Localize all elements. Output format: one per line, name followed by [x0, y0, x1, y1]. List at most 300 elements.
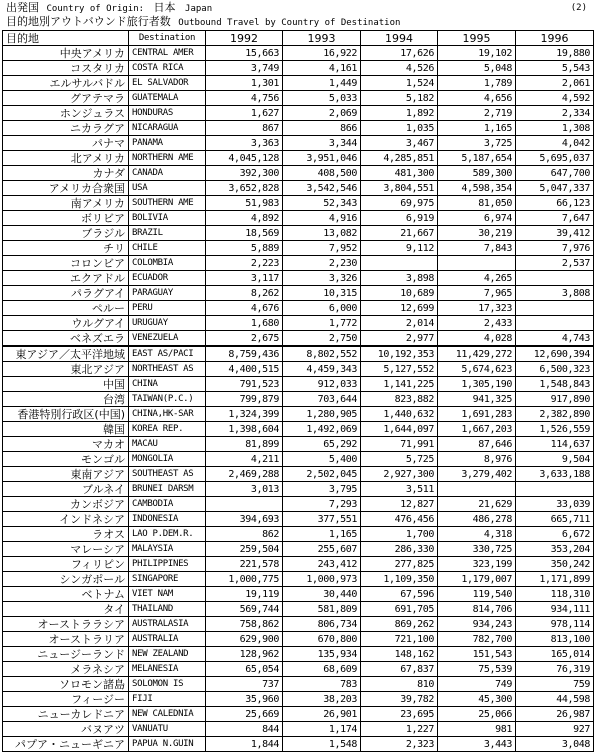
travelers-1996: 5,047,337 — [516, 181, 594, 196]
outbound-travel-table — [2, 30, 594, 752]
travelers-1992: 8,262 — [206, 286, 283, 301]
travelers-1993: 6,000 — [283, 301, 361, 316]
travelers-1992: 1,398,604 — [206, 422, 283, 437]
travelers-1996: 12,690,394 — [516, 346, 594, 362]
travelers-1995 — [438, 482, 516, 497]
travelers-1996: 9,504 — [516, 452, 594, 467]
travelers-1995: 119,540 — [438, 587, 516, 602]
destination-jp: ソロモン諸島 — [3, 677, 129, 692]
travelers-1994: 1,141,225 — [361, 377, 438, 392]
travelers-1996: 66,123 — [516, 196, 594, 211]
travelers-1995 — [438, 256, 516, 271]
travelers-1993: 1,000,973 — [283, 572, 361, 587]
destination-en: VIET NAM — [129, 587, 206, 602]
travelers-1993: 783 — [283, 677, 361, 692]
destination-jp: ラオス — [3, 527, 129, 542]
year-header: 1996 — [516, 31, 594, 46]
travelers-1996: 39,412 — [516, 226, 594, 241]
travelers-1994: 823,882 — [361, 392, 438, 407]
table-row — [3, 181, 594, 196]
table-row — [3, 301, 594, 316]
travelers-1994: 3,467 — [361, 136, 438, 151]
destination-jp: マカオ — [3, 437, 129, 452]
travelers-1992: 3,363 — [206, 136, 283, 151]
travelers-1993: 2,069 — [283, 106, 361, 121]
travelers-1992: 2,675 — [206, 331, 283, 347]
destination-en: PERU — [129, 301, 206, 316]
travelers-1992: 1,324,399 — [206, 407, 283, 422]
travelers-1996: 4,743 — [516, 331, 594, 347]
travelers-1993: 2,502,045 — [283, 467, 361, 482]
travelers-1995: 45,300 — [438, 692, 516, 707]
travelers-1995: 330,725 — [438, 542, 516, 557]
travelers-1993: 806,734 — [283, 617, 361, 632]
table-row — [3, 587, 594, 602]
destination-en: PARAGUAY — [129, 286, 206, 301]
travelers-1992: 81,899 — [206, 437, 283, 452]
travelers-1992: 1,680 — [206, 316, 283, 331]
travelers-1992: 3,652,828 — [206, 181, 283, 196]
subtitle-line — [0, 15, 400, 29]
travelers-1994: 10,689 — [361, 286, 438, 301]
travelers-1996: 1,548,843 — [516, 377, 594, 392]
travelers-1992: 1,844 — [206, 737, 283, 752]
travelers-1995: 4,318 — [438, 527, 516, 542]
destination-en: ECUADOR — [129, 271, 206, 286]
table-row — [3, 617, 594, 632]
travelers-1996: 1,526,559 — [516, 422, 594, 437]
destination-en: PANAMA — [129, 136, 206, 151]
travelers-1993: 65,292 — [283, 437, 361, 452]
table-row — [3, 377, 594, 392]
destination-en: CHINA — [129, 377, 206, 392]
travelers-1994: 869,262 — [361, 617, 438, 632]
travelers-1992: 3,013 — [206, 482, 283, 497]
travelers-1993: 30,440 — [283, 587, 361, 602]
origin-line — [0, 1, 593, 15]
travelers-1996: 5,543 — [516, 61, 594, 76]
destination-en: USA — [129, 181, 206, 196]
table-row — [3, 677, 594, 692]
travelers-1993: 1,492,069 — [283, 422, 361, 437]
table-row — [3, 121, 594, 136]
travelers-1994: 1,644,097 — [361, 422, 438, 437]
travelers-1996: 3,633,188 — [516, 467, 594, 482]
destination-jp: タイ — [3, 602, 129, 617]
travelers-1993: 16,922 — [283, 46, 361, 61]
travelers-1992: 221,578 — [206, 557, 283, 572]
travelers-1994: 1,227 — [361, 722, 438, 737]
travelers-1996: 118,310 — [516, 587, 594, 602]
travelers-1994: 1,700 — [361, 527, 438, 542]
travelers-1994: 810 — [361, 677, 438, 692]
travelers-1993: 3,542,546 — [283, 181, 361, 196]
travelers-1992: 25,669 — [206, 707, 283, 722]
table-row — [3, 632, 594, 647]
table-row — [3, 362, 594, 377]
travelers-1994: 21,667 — [361, 226, 438, 241]
travelers-1992: 1,627 — [206, 106, 283, 121]
travelers-1994: 4,285,851 — [361, 151, 438, 166]
travelers-1992: 4,211 — [206, 452, 283, 467]
destination-en: NEW CALEDNIA — [129, 707, 206, 722]
travelers-1996: 33,039 — [516, 497, 594, 512]
travelers-1992: 4,892 — [206, 211, 283, 226]
subtitle-jp: 目的地別アウトバウンド旅行者数 — [6, 15, 171, 28]
destination-jp: 東北アジア — [3, 362, 129, 377]
destination-jp: 東南アジア — [3, 467, 129, 482]
travelers-1996 — [516, 482, 594, 497]
destination-jp: シンガポール — [3, 572, 129, 587]
destination-jp: 南アメリカ — [3, 196, 129, 211]
travelers-1996: 813,100 — [516, 632, 594, 647]
travelers-1993: 2,750 — [283, 331, 361, 347]
travelers-1994: 5,725 — [361, 452, 438, 467]
travelers-1992: 392,300 — [206, 166, 283, 181]
travelers-1993: 243,412 — [283, 557, 361, 572]
travelers-1996: 978,114 — [516, 617, 594, 632]
destination-jp: ボリビア — [3, 211, 129, 226]
travelers-1994: 2,014 — [361, 316, 438, 331]
travelers-1996 — [516, 301, 594, 316]
travelers-1993: 4,459,343 — [283, 362, 361, 377]
destination-jp: 韓国 — [3, 422, 129, 437]
travelers-1993: 13,082 — [283, 226, 361, 241]
travelers-1993: 703,644 — [283, 392, 361, 407]
destination-en: EL SALVADOR — [129, 76, 206, 91]
header-row — [3, 31, 594, 46]
travelers-1993: 68,609 — [283, 662, 361, 677]
travelers-1996: 350,242 — [516, 557, 594, 572]
travelers-1996: 665,711 — [516, 512, 594, 527]
travelers-1995: 981 — [438, 722, 516, 737]
travelers-1993: 1,548 — [283, 737, 361, 752]
travelers-1993: 1,280,905 — [283, 407, 361, 422]
travelers-1993: 26,901 — [283, 707, 361, 722]
travelers-1995: 589,300 — [438, 166, 516, 181]
destination-en: CANADA — [129, 166, 206, 181]
destination-jp: モンゴル — [3, 452, 129, 467]
travelers-1994 — [361, 256, 438, 271]
destination-en: EAST AS/PACI — [129, 346, 206, 362]
travelers-1992: 758,862 — [206, 617, 283, 632]
travelers-1992: 867 — [206, 121, 283, 136]
destination-jp: 香港特別行政区(中国) — [3, 407, 129, 422]
destination-jp: グアテマラ — [3, 91, 129, 106]
travelers-1996: 2,334 — [516, 106, 594, 121]
travelers-1996 — [516, 271, 594, 286]
table-row — [3, 392, 594, 407]
travelers-1992: 65,054 — [206, 662, 283, 677]
travelers-1995: 814,706 — [438, 602, 516, 617]
destination-en: SINGAPORE — [129, 572, 206, 587]
table-row — [3, 527, 594, 542]
travelers-1995: 2,719 — [438, 106, 516, 121]
travelers-1995: 4,265 — [438, 271, 516, 286]
table-row — [3, 572, 594, 587]
destination-jp: ニュージーランド — [3, 647, 129, 662]
travelers-1994: 39,782 — [361, 692, 438, 707]
travelers-1994: 721,100 — [361, 632, 438, 647]
table-row — [3, 136, 594, 151]
year-header: 1993 — [283, 31, 361, 46]
destination-en: COSTA RICA — [129, 61, 206, 76]
travelers-1993: 3,795 — [283, 482, 361, 497]
destination-en: AUSTRALASIA — [129, 617, 206, 632]
travelers-1996: 2,537 — [516, 256, 594, 271]
table-row — [3, 331, 594, 347]
destination-en: VANUATU — [129, 722, 206, 737]
travelers-1992: 1,301 — [206, 76, 283, 91]
travelers-1996: 2,382,890 — [516, 407, 594, 422]
destination-en: THAILAND — [129, 602, 206, 617]
destination-en: MONGOLIA — [129, 452, 206, 467]
travelers-1992: 15,663 — [206, 46, 283, 61]
travelers-1995: 7,843 — [438, 241, 516, 256]
travelers-1995: 6,974 — [438, 211, 516, 226]
travelers-1994: 3,511 — [361, 482, 438, 497]
travelers-1994: 1,440,632 — [361, 407, 438, 422]
travelers-1992: 4,045,128 — [206, 151, 283, 166]
year-header: 1994 — [361, 31, 438, 46]
table-row — [3, 346, 594, 362]
table-row — [3, 737, 594, 752]
travelers-1992 — [206, 497, 283, 512]
travelers-1993: 408,500 — [283, 166, 361, 181]
destination-jp: ホンジュラス — [3, 106, 129, 121]
travelers-1995: 11,429,272 — [438, 346, 516, 362]
destination-en: SOLOMON IS — [129, 677, 206, 692]
travelers-1996: 3,048 — [516, 737, 594, 752]
travelers-1992: 2,469,288 — [206, 467, 283, 482]
travelers-1993: 5,033 — [283, 91, 361, 106]
travelers-1993: 4,916 — [283, 211, 361, 226]
travelers-1993: 866 — [283, 121, 361, 136]
travelers-1995: 8,976 — [438, 452, 516, 467]
travelers-1992: 259,504 — [206, 542, 283, 557]
travelers-1994: 9,112 — [361, 241, 438, 256]
travelers-1992: 19,119 — [206, 587, 283, 602]
destination-jp: エクアドル — [3, 271, 129, 286]
travelers-1993: 3,326 — [283, 271, 361, 286]
travelers-1993: 7,952 — [283, 241, 361, 256]
travelers-1994: 67,837 — [361, 662, 438, 677]
destination-en: NICARAGUA — [129, 121, 206, 136]
travelers-1995: 323,199 — [438, 557, 516, 572]
table-row — [3, 452, 594, 467]
travelers-1995: 87,646 — [438, 437, 516, 452]
travelers-1994: 5,127,552 — [361, 362, 438, 377]
destination-jp: エルサルバドル — [3, 76, 129, 91]
table-row — [3, 316, 594, 331]
table-row — [3, 407, 594, 422]
table-row — [3, 166, 594, 181]
destination-jp: 東アジア／太平洋地域 — [3, 346, 129, 362]
travelers-1995: 7,965 — [438, 286, 516, 301]
travelers-1993: 3,951,046 — [283, 151, 361, 166]
table-row — [3, 482, 594, 497]
destination-jp: ブルネイ — [3, 482, 129, 497]
travelers-1992: 569,744 — [206, 602, 283, 617]
destination-en: BOLIVIA — [129, 211, 206, 226]
destination-jp: パナマ — [3, 136, 129, 151]
travelers-1994: 277,825 — [361, 557, 438, 572]
travelers-1994: 2,323 — [361, 737, 438, 752]
table-row — [3, 602, 594, 617]
destination-jp: 中央アメリカ — [3, 46, 129, 61]
travelers-1992: 8,759,436 — [206, 346, 283, 362]
travelers-1995: 782,700 — [438, 632, 516, 647]
travelers-1994: 3,804,551 — [361, 181, 438, 196]
destination-jp: コスタリカ — [3, 61, 129, 76]
travelers-1994: 286,330 — [361, 542, 438, 557]
travelers-1995: 17,323 — [438, 301, 516, 316]
table-row — [3, 707, 594, 722]
travelers-1994: 17,626 — [361, 46, 438, 61]
travelers-1992: 1,000,775 — [206, 572, 283, 587]
travelers-1992: 5,889 — [206, 241, 283, 256]
page-number: (2) — [570, 3, 587, 13]
travelers-1993: 7,293 — [283, 497, 361, 512]
travelers-1994: 481,300 — [361, 166, 438, 181]
travelers-1994: 148,162 — [361, 647, 438, 662]
travelers-1992: 844 — [206, 722, 283, 737]
travelers-1996: 76,319 — [516, 662, 594, 677]
travelers-1992: 2,223 — [206, 256, 283, 271]
travelers-1996: 934,111 — [516, 602, 594, 617]
destination-en: GUATEMALA — [129, 91, 206, 106]
table-row — [3, 241, 594, 256]
table-row — [3, 437, 594, 452]
travelers-1995: 1,305,190 — [438, 377, 516, 392]
travelers-1995: 3,443 — [438, 737, 516, 752]
origin-label-en: Country of Origin: — [46, 4, 145, 14]
destination-jp: チリ — [3, 241, 129, 256]
travelers-1996: 6,500,323 — [516, 362, 594, 377]
travelers-1994: 3,898 — [361, 271, 438, 286]
travelers-1993: 377,551 — [283, 512, 361, 527]
travelers-1992: 4,756 — [206, 91, 283, 106]
travelers-1993: 581,809 — [283, 602, 361, 617]
destination-en: BRUNEI DARSM — [129, 482, 206, 497]
travelers-1995: 4,598,354 — [438, 181, 516, 196]
travelers-1996: 1,308 — [516, 121, 594, 136]
travelers-1996: 4,042 — [516, 136, 594, 151]
travelers-1993: 1,174 — [283, 722, 361, 737]
travelers-1993: 1,449 — [283, 76, 361, 91]
travelers-1992: 128,962 — [206, 647, 283, 662]
destination-en: SOUTHEAST AS — [129, 467, 206, 482]
travelers-1995: 1,165 — [438, 121, 516, 136]
travelers-1992: 3,749 — [206, 61, 283, 76]
travelers-1993: 2,230 — [283, 256, 361, 271]
table-row — [3, 662, 594, 677]
travelers-1994: 67,596 — [361, 587, 438, 602]
travelers-1995: 75,539 — [438, 662, 516, 677]
table-row — [3, 106, 594, 121]
travelers-1993: 38,203 — [283, 692, 361, 707]
table-row — [3, 542, 594, 557]
destination-jp: ブラジル — [3, 226, 129, 241]
table-row — [3, 422, 594, 437]
table-row — [3, 467, 594, 482]
travelers-1996: 2,061 — [516, 76, 594, 91]
travelers-1994: 2,977 — [361, 331, 438, 347]
travelers-1995: 25,066 — [438, 707, 516, 722]
destination-en: BRAZIL — [129, 226, 206, 241]
travelers-1993: 52,343 — [283, 196, 361, 211]
destination-en: VENEZUELA — [129, 331, 206, 347]
destination-jp: ニューカレドニア — [3, 707, 129, 722]
travelers-1992: 862 — [206, 527, 283, 542]
travelers-1994: 1,892 — [361, 106, 438, 121]
travelers-1992: 737 — [206, 677, 283, 692]
travelers-1995: 941,325 — [438, 392, 516, 407]
destination-en: URUGUAY — [129, 316, 206, 331]
travelers-1994: 4,526 — [361, 61, 438, 76]
travelers-1994: 5,182 — [361, 91, 438, 106]
table-row — [3, 151, 594, 166]
travelers-1992: 394,693 — [206, 512, 283, 527]
travelers-1995: 3,725 — [438, 136, 516, 151]
destination-jp: ベトナム — [3, 587, 129, 602]
travelers-1995: 21,629 — [438, 497, 516, 512]
destination-en: CAMBODIA — [129, 497, 206, 512]
origin-value: 日本 — [153, 1, 176, 14]
destination-en: CENTRAL AMER — [129, 46, 206, 61]
travelers-1992: 3,117 — [206, 271, 283, 286]
destination-jp: 中国 — [3, 377, 129, 392]
destination-en: NORTHERN AME — [129, 151, 206, 166]
travelers-1996: 647,700 — [516, 166, 594, 181]
travelers-1995: 3,279,402 — [438, 467, 516, 482]
travelers-1996: 927 — [516, 722, 594, 737]
travelers-1996: 759 — [516, 677, 594, 692]
table-row — [3, 46, 594, 61]
destination-jp: インドネシア — [3, 512, 129, 527]
table-row — [3, 91, 594, 106]
destination-jp: フィリピン — [3, 557, 129, 572]
travelers-1994: 23,695 — [361, 707, 438, 722]
travelers-1996 — [516, 316, 594, 331]
table-row — [3, 722, 594, 737]
travelers-1996: 4,592 — [516, 91, 594, 106]
travelers-1992: 4,676 — [206, 301, 283, 316]
destination-jp: コロンビア — [3, 256, 129, 271]
travelers-1995: 5,048 — [438, 61, 516, 76]
travelers-1996: 26,987 — [516, 707, 594, 722]
travelers-1995: 2,433 — [438, 316, 516, 331]
subtitle-en: Outbound Travel by Country of Destination — [178, 18, 401, 28]
destination-en: PHILIPPINES — [129, 557, 206, 572]
travelers-1995: 1,179,007 — [438, 572, 516, 587]
travelers-1994: 691,705 — [361, 602, 438, 617]
travelers-1996: 5,695,037 — [516, 151, 594, 166]
travelers-1995: 1,789 — [438, 76, 516, 91]
destination-jp: 北アメリカ — [3, 151, 129, 166]
travelers-1996: 917,890 — [516, 392, 594, 407]
destination-en: AUSTRALIA — [129, 632, 206, 647]
travelers-1994: 1,035 — [361, 121, 438, 136]
destination-en-header: Destination — [129, 31, 206, 46]
travelers-1993: 255,607 — [283, 542, 361, 557]
travelers-1996: 1,171,899 — [516, 572, 594, 587]
table-row — [3, 211, 594, 226]
year-header: 1995 — [438, 31, 516, 46]
travelers-1994: 1,109,350 — [361, 572, 438, 587]
travelers-1996: 165,014 — [516, 647, 594, 662]
travelers-1993: 1,772 — [283, 316, 361, 331]
